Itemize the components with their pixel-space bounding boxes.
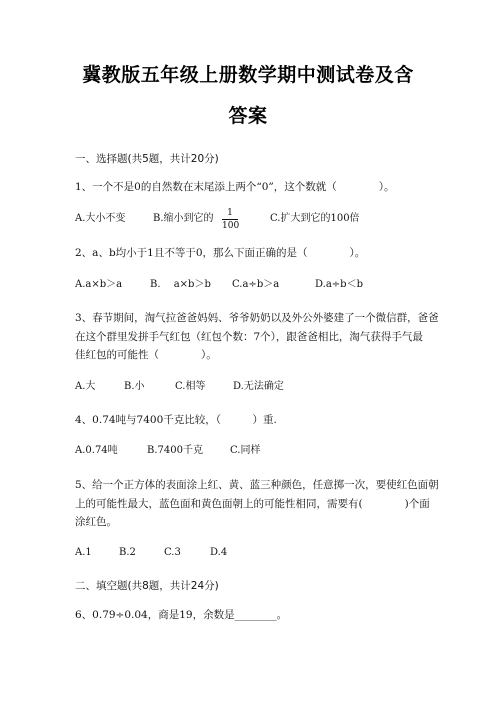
- question-3-option-b: B.小: [124, 381, 145, 392]
- title-line-2: 答案: [228, 105, 268, 127]
- question-1-stem: 1、一个不是0的自然数在末尾添上两个“0”，这个数就（ ）。: [75, 181, 395, 193]
- question-5-line-2: 上的可能性最大，蓝色面和黄色面朝上的可能性相同，需要有( )个面: [75, 498, 430, 510]
- title-line-1: 冀教版五年级上册数学期中测试卷及含: [82, 64, 414, 86]
- question-2-option-d: D.a÷b＜b: [315, 279, 363, 290]
- question-2-option-b: B. a×b＞b: [150, 279, 211, 290]
- question-3-option-c: C.相等: [175, 381, 206, 392]
- question-3-line-3: 佳红包的可能性（ ）。: [75, 349, 217, 361]
- question-4-option-b: B.7400千克: [147, 445, 203, 456]
- question-1-option-b: B.缩小到它的: [153, 213, 214, 224]
- section-1-heading: 一、选择题(共5题，共计20分): [75, 153, 219, 165]
- question-1-option-a: A.大小不变: [75, 213, 126, 224]
- question-5-option-d: D.4: [210, 547, 228, 558]
- question-3-line-1: 3、春节期间，淘气拉爸爸妈妈、爷爷奶奶以及外公外婆建了一个微信群，爸爸: [75, 312, 439, 324]
- question-5-option-b: B.2: [119, 547, 136, 558]
- question-5-option-c: C.3: [164, 547, 181, 558]
- question-3-line-2: 在这个群里发拼手气红包（红包个数：7个），跟爸爸相比，淘气获得手气最: [75, 331, 423, 343]
- question-2-option-a: A.a×b＞a: [75, 279, 123, 290]
- question-4-option-c: C.同样: [230, 445, 261, 456]
- question-1-option-c: C.扩大到它的100倍: [270, 213, 360, 224]
- question-6-stem: 6、0.79÷0.04，商是19，余数是________。: [75, 609, 288, 621]
- question-2-option-c: C.a÷b＞a: [232, 279, 280, 290]
- question-3-option-a: A.大: [75, 381, 96, 392]
- question-3-option-d: D.无法确定: [233, 381, 284, 392]
- question-1-fraction: [222, 208, 238, 231]
- question-5-option-a: A.1: [75, 547, 92, 558]
- fraction-bar: [222, 219, 238, 220]
- question-2-stem: 2、a、b均小于1且不等于0，那么下面正确的是（ ）。: [75, 247, 366, 259]
- section-2-heading: 二、填空题(共8题，共计24分): [75, 580, 219, 592]
- question-5-line-1: 5、给一个正方体的表面涂上红、黄、蓝三种颜色，任意掷一次，要使红色面朝: [75, 479, 439, 491]
- fraction-numerator: 1: [227, 208, 233, 218]
- question-5-line-3: 涂红色。: [75, 516, 117, 528]
- question-4-option-a: A.0.74吨: [75, 445, 118, 456]
- fraction-denominator: 100: [222, 221, 240, 231]
- question-4-stem: 4、0.74吨与7400千克比较，（ ）重.: [75, 414, 277, 426]
